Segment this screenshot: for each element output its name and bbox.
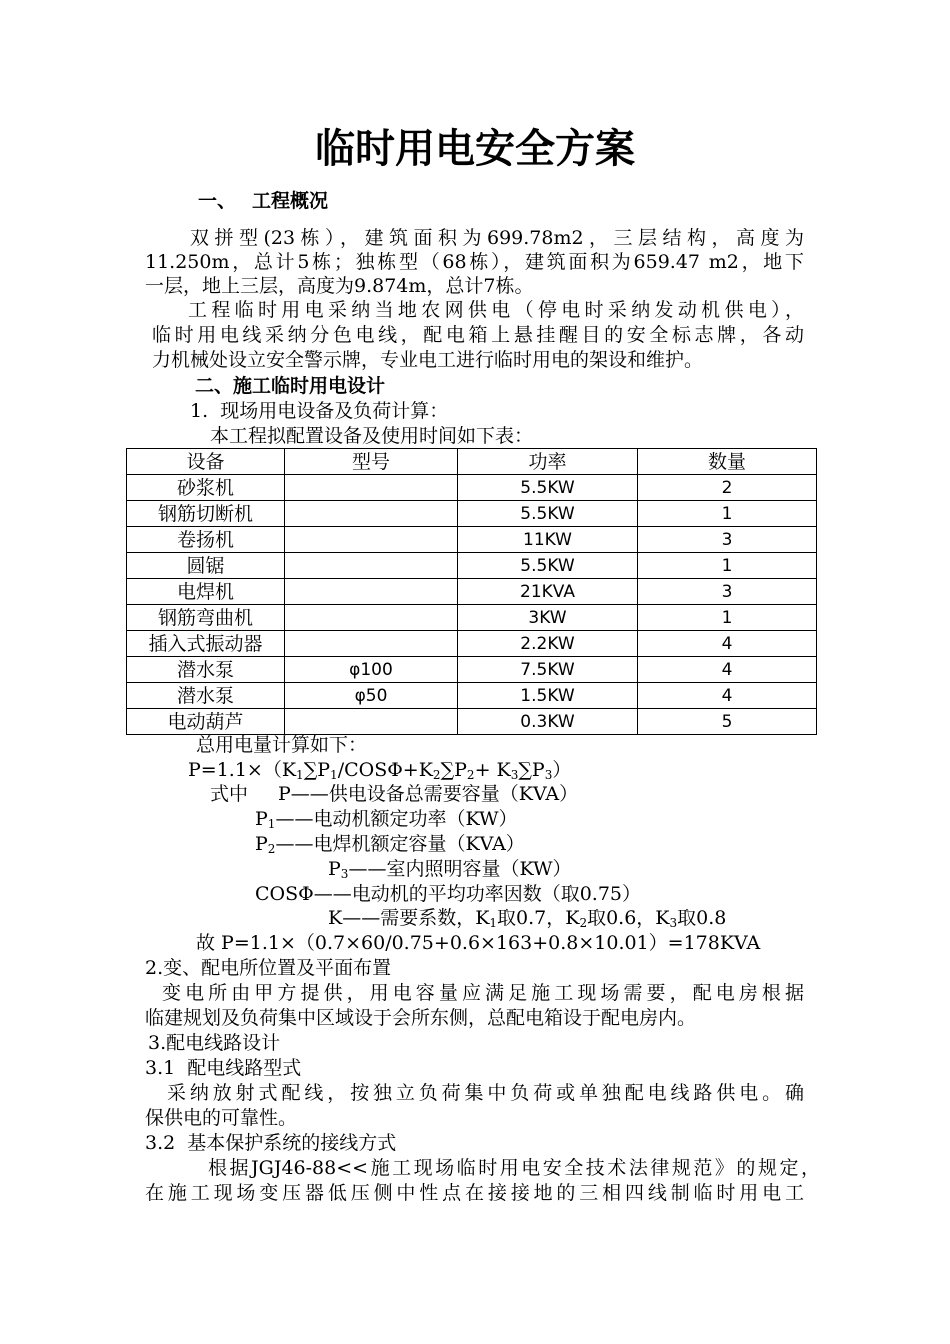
cell-equipment: 钢筋切断机 [127,501,285,527]
p3-definition: $P_3——$室内照明容量（KW） [328,858,572,881]
cell-quantity: 2 [638,475,817,501]
document-title: 临时用电安全方案 [315,126,635,172]
cos-definition: COSΦ——电动机的平均功率因数（取0.75） [255,883,642,905]
section3-heading: 3.配电线路设计 [148,1032,281,1054]
cell-model [285,475,458,501]
table-row [127,475,817,501]
header-equipment: 设备 [127,449,285,475]
protection-line1: 根据JGJ46-88<<施工现场临时用电安全技术法律规范》的规定， [208,1157,820,1179]
cell-quantity: 4 [638,683,817,709]
cell-power: 1.5KW [458,683,638,709]
cell-equipment: 电动葫芦 [127,709,285,735]
equipment-table [126,448,817,735]
wiring-line2: 保供电的可靠性。 [145,1107,298,1129]
section2-heading: 二、施工临时用电设计 [195,375,386,397]
para2-line2: 临时用电线采纳分色电线，配电箱上悬挂醒目的安全标志牌，各动 [152,324,804,346]
table-row [127,605,817,631]
table-row [127,527,817,553]
wiring-line1: 采纳放射式配线，按独立负荷集中负荷或单独配电线路供电。确 [167,1082,804,1104]
cell-quantity: 3 [638,579,817,605]
table-row [127,709,817,735]
cell-power: 11KW [458,527,638,553]
cell-equipment: 卷扬机 [127,527,285,553]
p1-definition: $P_1——$电动机额定功率（KW） [255,808,518,831]
cell-equipment: 圆锯 [127,553,285,579]
section1-heading-number: 一、 [198,190,237,212]
cell-model [285,553,458,579]
subsection31-heading: 3.1 配电线路型式 [145,1057,302,1079]
calc-result: 故 P=1.1×（0.7×60/0.75+0.6×163+0.8×10.01）=178KVA [196,932,761,954]
cell-power: 5.5KW [458,501,638,527]
cell-equipment: 电焊机 [127,579,285,605]
cell-model [285,527,458,553]
para2-line1: 工程临时用电采纳当地农网供电（停电时采纳发动机供电）， [188,299,804,321]
cell-quantity: 1 [638,501,817,527]
cell-equipment: 砂浆机 [127,475,285,501]
cell-model [285,501,458,527]
para2-line3: 力机械处设立安全警示牌，专业电工进行临时用电的架设和维护。 [152,349,704,371]
table-row [127,579,817,605]
cell-power: 5.5KW [458,553,638,579]
cell-quantity: 1 [638,605,817,631]
section1-heading: 工程概况 [252,190,329,212]
calc-intro: 总用电量计算如下： [196,734,368,756]
cell-power: 21KVA [458,579,638,605]
cell-equipment: 潜水泵 [127,683,285,709]
subsection1-heading: 1. 现场用电设备及负荷计算： [190,400,449,422]
para1-line2: 11.250m，总计5栋；独栋型（68栋），建筑面积为659.47 m2，地下 [145,251,804,273]
header-quantity: 数量 [638,449,817,475]
cell-quantity: 1 [638,553,817,579]
cell-quantity: 4 [638,657,817,683]
substation-line1: 变电所由甲方提供，用电容量应满足施工现场需要，配电房根据 [162,982,804,1004]
table-row [127,657,817,683]
cell-model [285,709,458,735]
cell-power: 0.3KW [458,709,638,735]
k-definition: K——需要系数，$K_1$取0.7，$K_2$取0.6，$K_3$取0.8 [328,907,727,930]
table-row [127,631,817,657]
cell-model [285,579,458,605]
table-header-row [127,449,817,475]
power-formula: $P=1.1\times(K_1\sum P_1/COS\Phi+K_2\sum P_2+ K_3\sum P_3)$ [188,759,572,782]
table-row [127,553,817,579]
p2-definition: $P_2——$电焊机额定容量（KVA） [255,833,525,856]
cell-power: 5.5KW [458,475,638,501]
cell-quantity: 3 [638,527,817,553]
table-row [127,683,817,709]
cell-equipment: 插入式振动器 [127,631,285,657]
cell-equipment: 钢筋弯曲机 [127,605,285,631]
cell-quantity: 5 [638,709,817,735]
cell-model: φ50 [285,683,458,709]
substation-line2: 临建规划及负荷集中区域设于会所东侧，总配电箱设于配电房内。 [145,1007,697,1029]
subsection32-heading: 3.2 基本保护系统的接线方式 [145,1132,397,1154]
para1-line1: 双拼型(23栋），建筑面积为699.78m2，三层结构，高度为 [190,227,804,249]
cell-power: 2.2KW [458,631,638,657]
cell-equipment: 潜水泵 [127,657,285,683]
table-intro: 本工程拟配置设备及使用时间如下表： [210,425,534,447]
protection-line2: 在施工现场变压器低压侧中性点在接接地的三相四线制临时用电工 [145,1182,804,1204]
table-row [127,501,817,527]
cell-model: φ100 [285,657,458,683]
where-label: 式中 [210,783,249,805]
header-model: 型号 [285,449,458,475]
para1-line3: 一层，地上三层，高度为9.874m，总计7栋。 [145,275,534,297]
cell-power: 3KW [458,605,638,631]
where-p-definition: P——供电设备总需要容量（KVA） [278,783,579,805]
cell-power: 7.5KW [458,657,638,683]
substation-heading: 2.变、配电所位置及平面布置 [145,957,392,979]
cell-model [285,605,458,631]
cell-model [285,631,458,657]
header-power: 功率 [458,449,638,475]
cell-quantity: 4 [638,631,817,657]
